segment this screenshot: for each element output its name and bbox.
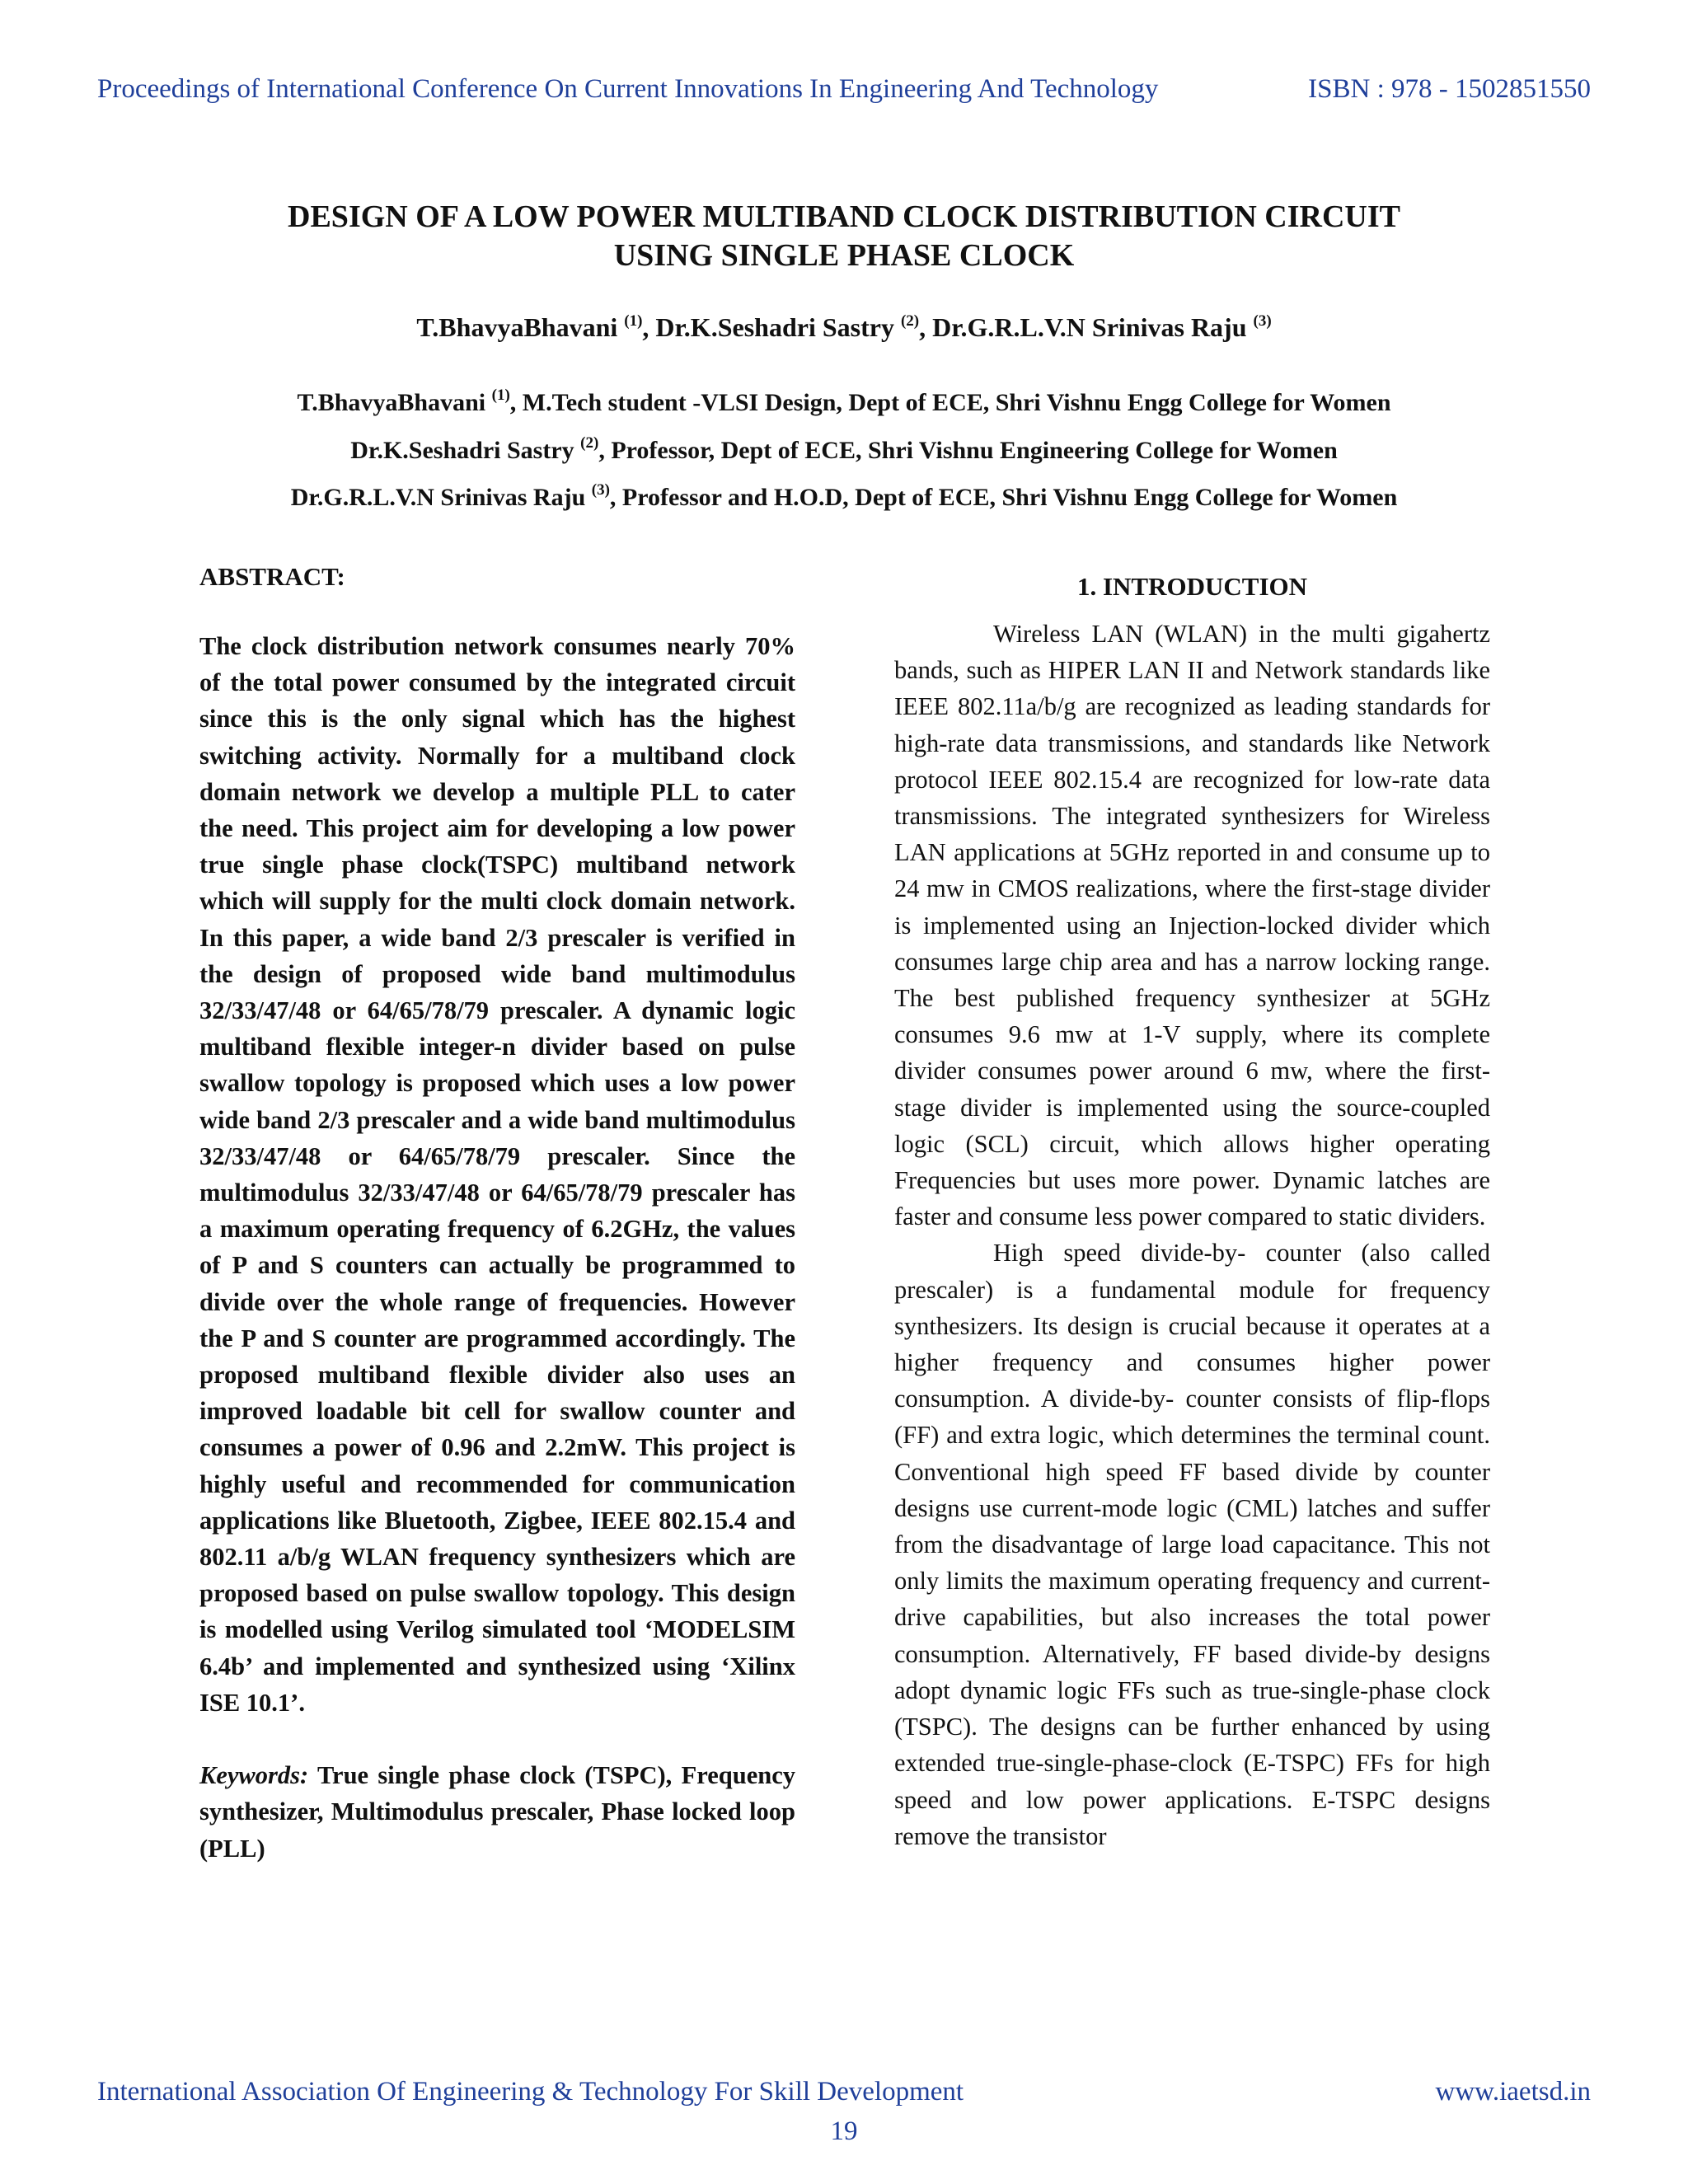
author-mark: (3) (1253, 312, 1272, 330)
keywords-label: Keywords: (199, 1761, 309, 1790)
running-header-isbn: ISBN : 978 - 1502851550 (1308, 74, 1591, 104)
introduction-paragraph: Wireless LAN (WLAN) in the multi gigahertz bands, such as HIPER LAN II and Network standards like IEEE 802.11a/b/g are recognized as leading standards for high-rate data transmissions, and standards like Network protocol IEEE 802.15.4 are recognized for low-rate data transmissions. The integrated synthesizers for Wireless LAN applications at 5GHz reported in and consume up to 24 mw in CMOS realizations, where the first-stage divider is implemented using an Injection-locked divider which consumes large chip area and has a narrow locking range. The best published frequency synthesizer at 5GHz consumes 9.6 mw at 1-V supply, where its complete divider consumes power around 6 mw, where the first-stage divider is implemented using the source-coupled logic (SCL) circuit, which allows higher operating Frequencies but uses more power. Dynamic latches are faster and consume less power compared to static dividers. (894, 620, 1490, 1231)
left-column (199, 559, 795, 1867)
author-name: Dr.G.R.L.V.N Srinivas Raju (932, 312, 1247, 342)
keywords-text: True single phase clock (TSPC), Frequency synthesizer, Multimodulus prescaler, Phase locked loop (PLL) (199, 1761, 795, 1863)
author-list: T.BhavyaBhavani $^{(1)}$, Dr.K.Seshadri Sastry $^{(2)}$, Dr.G.R.L.V.N Srinivas Raju $^{(3)}$ (416, 312, 1272, 342)
affiliation-line (124, 474, 1564, 522)
abstract-body: The clock distribution network consumes nearly 70% of the total power consumed by the integrated circuit since this is the only signal which has the highest switching activity. Normally for a multiband clock domain network we develop a multiple PLL to cater the need. This project aim for developing a low power true single phase clock(TSPC) multiband network which will supply for the multi clock domain network. In this paper, a wide band 2/3 prescaler is verified in the design of proposed wide band multimodulus 32/33/47/48 or 64/65/78/79 prescaler. A dynamic logic multiband flexible integer-n divider based on pulse swallow topology is proposed which uses a low power wide band 2/3 prescaler and a wide band multimodulus 32/33/47/48 or 64/65/78/79 prescaler. Since the multimodulus 32/33/47/48 or 64/65/78/79 prescaler has a maximum operating frequency of 6.2GHz, the values of P and S counters can actually be programmed to divide over the whole range of frequencies. However the P and S counter are programmed accordingly. The proposed multiband flexible divider also uses an improved loadable bit cell for swallow counter and consumes a power of 0.96 and 2.2mW. This project is highly useful and recommended for communication applications like Bluetooth, Zigbee, IEEE 802.15.4 and 802.11 a/b/g WLAN frequency synthesizers which are proposed based on pulse swallow topology. This design is modelled using Verilog simulated tool ‘MODELSIM 6.4b’ and implemented and synthesized using ‘Xilinx ISE 10.1’. (199, 632, 795, 1717)
footer-website: www.iaetsd.in (1435, 2077, 1591, 2107)
keywords (199, 1757, 795, 1867)
affiliation-line (124, 427, 1564, 475)
author-mark: (1) (624, 312, 643, 330)
footer-organization: International Association Of Engineering & Technology For Skill Development (97, 2077, 964, 2107)
introduction-heading: 1. INTRODUCTION (1076, 572, 1308, 601)
affiliation-text: , Professor, Dept of ECE, Shri Vishnu Engineering College for Women (598, 436, 1338, 464)
paper-title-line-1: DESIGN OF A LOW POWER MULTIBAND CLOCK DISTRIBUTION CIRCUIT (288, 199, 1400, 234)
paper-title (165, 198, 1523, 275)
running-header-conference: Proceedings of International Conference On Current Innovations In Engineering And Technology (97, 74, 1159, 104)
author-name: T.BhavyaBhavani (416, 312, 618, 342)
affiliation-mark: (2) (580, 434, 599, 452)
affiliation-author: Dr.K.Seshadri Sastry (350, 436, 574, 464)
affiliation-author: Dr.G.R.L.V.N Srinivas Raju (290, 484, 586, 511)
page-number: 19 (830, 2116, 858, 2146)
affiliation-mark: (1) (491, 387, 510, 404)
author-mark: (2) (900, 312, 920, 330)
introduction-paragraph: High speed divide-by- counter (also called prescaler) is a fundamental module for frequency synthesizers. Its design is crucial because it operates at a higher frequency and consumes higher power consumption. A divide-by- counter consists of flip-flops (FF) and extra logic, which determines the terminal count. Conventional high speed FF based divide by counter designs use current-mode logic (CML) latches and suffer from the disadvantage of large load capacitance. This not only limits the maximum operating frequency and current-drive capabilities, but also increases the total power consumption. Alternatively, FF based divide-by designs adopt dynamic logic FFs such as true-single-phase clock (TSPC). The designs can be further enhanced by using extended true-single-phase-clock (E-TSPC) FFs for high speed and low power applications. E-TSPC designs remove the transistor (894, 1239, 1490, 1850)
affiliation-line (124, 379, 1564, 427)
affiliation-list (124, 379, 1564, 522)
affiliation-text: , Professor and H.O.D, Dept of ECE, Shri Vishnu Engg College for Women (609, 484, 1398, 511)
affiliation-author: T.BhavyaBhavani (297, 389, 486, 416)
abstract-heading: ABSTRACT: (199, 562, 345, 591)
affiliation-text: , M.Tech student -VLSI Design, Dept of ECE, Shri Vishnu Engg College for Women (509, 389, 1391, 416)
paper-title-line-2: USING SINGLE PHASE CLOCK (613, 238, 1075, 273)
affiliation-mark: (3) (591, 481, 610, 499)
author-name: Dr.K.Seshadri Sastry (655, 312, 894, 342)
right-column (894, 569, 1490, 1854)
